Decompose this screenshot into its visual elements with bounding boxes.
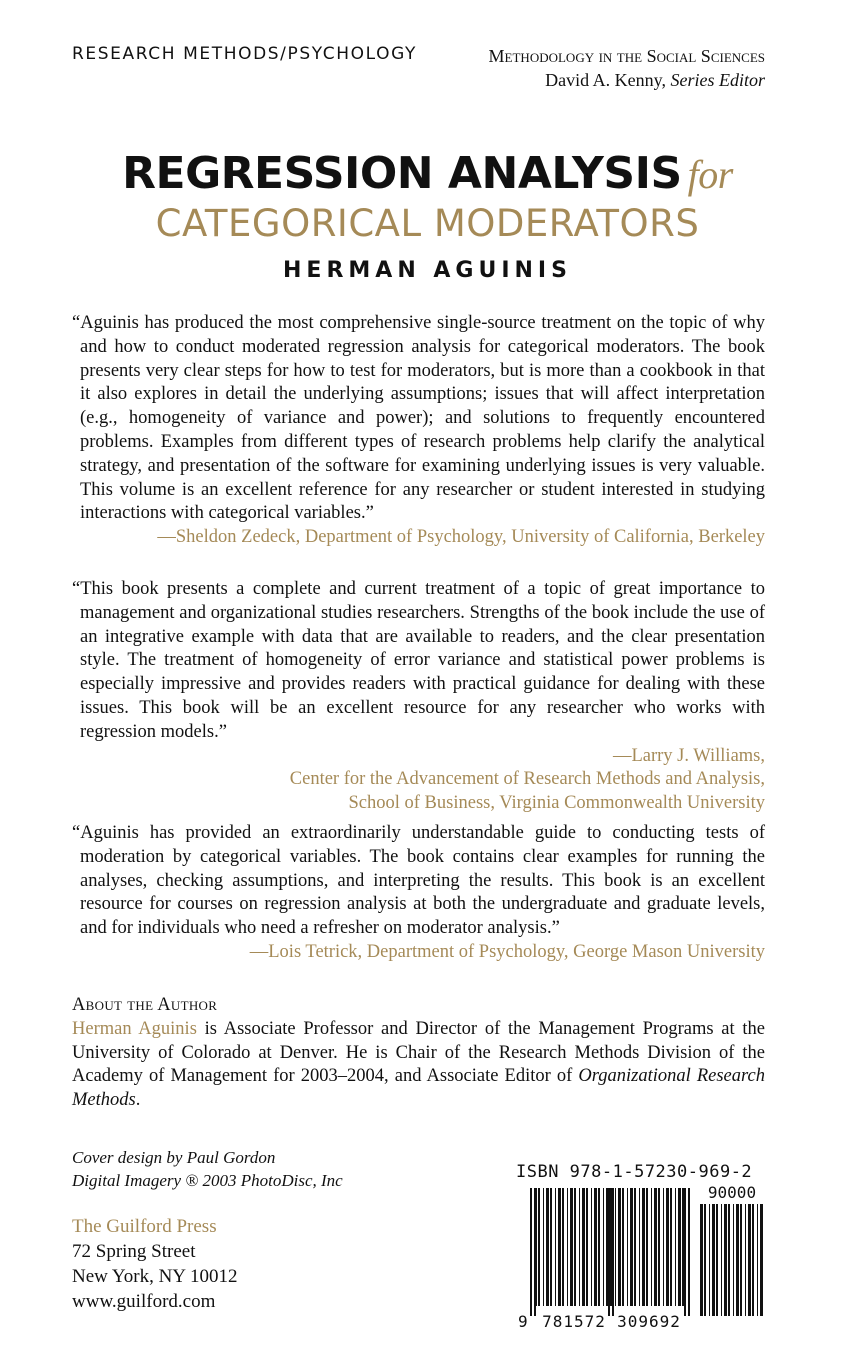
barcode-bar bbox=[654, 1188, 657, 1306]
barcode-bar bbox=[740, 1204, 742, 1316]
barcode-bar bbox=[582, 1188, 585, 1306]
publisher-city: New York, NY 10012 bbox=[72, 1266, 238, 1287]
series-editor-name: David A. Kenny, bbox=[545, 70, 666, 90]
about-author bbox=[72, 994, 765, 1113]
barcode-bar bbox=[630, 1188, 633, 1306]
quote-attribution: School of Business, Virginia Commonwealth University bbox=[348, 793, 765, 814]
series-info bbox=[489, 44, 765, 92]
about-heading: About the Author bbox=[72, 995, 218, 1015]
quote-text: “This book presents a complete and current treatment of a topic of great importance to management and organizational studies researchers. Strengths of the book include the use of an integrative example with data that are available to readers, and the clear presentation style. The treatment of homogeneity of error variance and statistical power problems is especially impressive and provides readers with practical guidance for dealing with these issues. This book will be an excellent resource for any researcher who works with regression models.” bbox=[72, 579, 765, 742]
barcode-bar bbox=[760, 1204, 763, 1316]
ean-first-digit: 9 bbox=[518, 1312, 528, 1331]
journal-title: Organizational Research Methods bbox=[72, 1066, 765, 1111]
barcode-bars-addon bbox=[700, 1204, 763, 1316]
barcode-bar bbox=[555, 1188, 556, 1306]
barcode-bar bbox=[748, 1204, 751, 1316]
barcode-bar bbox=[724, 1204, 727, 1316]
quote-attribution: —Sheldon Zedeck, Department of Psychology, University of California, Berkeley bbox=[157, 527, 765, 548]
barcode-bar bbox=[586, 1188, 588, 1306]
barcode-bar bbox=[733, 1204, 734, 1316]
series-editor bbox=[489, 68, 765, 92]
barcode-bar bbox=[594, 1188, 597, 1306]
endorsement-quote bbox=[72, 312, 765, 550]
barcode-bar bbox=[658, 1188, 660, 1306]
publisher-name: The Guilford Press bbox=[72, 1216, 217, 1237]
barcode-bar bbox=[615, 1188, 616, 1306]
barcode-bar bbox=[570, 1188, 573, 1306]
barcode-bar bbox=[598, 1188, 600, 1306]
ean-right-digits: 309692 bbox=[617, 1312, 681, 1331]
series-name: Methodology in the Social Sciences bbox=[488, 46, 765, 66]
barcode-bar bbox=[610, 1188, 612, 1306]
endorsement-quote bbox=[72, 822, 765, 965]
barcode-bar bbox=[562, 1188, 564, 1306]
barcode-bar bbox=[543, 1188, 544, 1306]
endorsement-quote bbox=[72, 578, 765, 816]
barcode-guard-bar bbox=[684, 1188, 686, 1316]
barcode-bar bbox=[646, 1188, 648, 1306]
book-title-line1 bbox=[0, 148, 855, 199]
barcode-bar bbox=[704, 1204, 706, 1316]
barcode-bar bbox=[745, 1204, 746, 1316]
barcode-bar bbox=[752, 1204, 754, 1316]
cover-credits bbox=[72, 1146, 343, 1192]
imagery-credit: Digital Imagery ® 2003 PhotoDisc, Inc bbox=[72, 1171, 343, 1190]
quote-text: “Aguinis has provided an extraordinarily understandable guide to conducting tests of moderation by categorical variables. The book contains clear examples for running the analyses, checking assumptions, and interpreting the results. This book is an excellent resource for courses on regression analysis at both the undergraduate and graduate levels, and for individuals who need a refresher on moderator analysis.” bbox=[72, 823, 765, 939]
barcode-bar bbox=[716, 1204, 718, 1316]
quote-text: “Aguinis has produced the most comprehensive single-source treatment on the topic of why and how to conduct moderated regression analysis for categorical moderators. The book presents very clear steps for how to test for moderators, but is more than a cookbook in that it also explores in detail the underlying assumptions; issues that will affect interpretation (e.g., homogeneity of variance and power); and solutions to frequently encountered problems. Examples from different types of research problems help clarify the analytical strategy, and presentation of the software for examining underlying issues is very valuable. This volume is an excellent reference for any researcher or student interested in studying interactions with categorical variables.” bbox=[72, 313, 765, 524]
barcode-bar bbox=[634, 1188, 636, 1306]
barcode-bar bbox=[546, 1188, 549, 1306]
barcode-bar bbox=[627, 1188, 628, 1306]
publisher-web: www.guilford.com bbox=[72, 1291, 216, 1312]
book-title-line2: CATEGORICAL MODERATORS bbox=[155, 202, 700, 245]
barcode-guard-bar bbox=[612, 1188, 614, 1316]
cover-design-credit: Cover design by Paul Gordon bbox=[72, 1148, 276, 1167]
isbn-text: ISBN 978-1-57230-969-2 bbox=[516, 1162, 753, 1182]
barcode-bar bbox=[712, 1204, 715, 1316]
barcode-bar bbox=[736, 1204, 739, 1316]
barcode-bar bbox=[538, 1188, 540, 1306]
barcode-bar bbox=[639, 1188, 640, 1306]
barcode-bar bbox=[678, 1188, 681, 1306]
quote-attribution: —Larry J. Williams, bbox=[612, 745, 765, 766]
quote-attribution: Center for the Advancement of Research Methods and Analysis, bbox=[289, 769, 765, 790]
barcode-graphic bbox=[516, 1184, 766, 1334]
title-connector: for bbox=[687, 152, 733, 197]
barcode-bar bbox=[622, 1188, 624, 1306]
barcode-bar bbox=[558, 1188, 561, 1306]
barcode-bar bbox=[567, 1188, 568, 1306]
barcode-bars-main bbox=[530, 1188, 690, 1316]
ean-left-digits: 781572 bbox=[542, 1312, 606, 1331]
barcode-bar bbox=[663, 1188, 664, 1306]
barcode-bar bbox=[728, 1204, 730, 1316]
barcode-bar bbox=[675, 1188, 676, 1306]
barcode-guard-bar bbox=[534, 1188, 536, 1316]
barcode-bar bbox=[666, 1188, 669, 1306]
barcode-bar bbox=[670, 1188, 672, 1306]
barcode-guard-bar bbox=[608, 1188, 610, 1316]
isbn-barcode bbox=[516, 1162, 766, 1334]
barcode-bar bbox=[574, 1188, 576, 1306]
barcode-bar bbox=[757, 1204, 758, 1316]
barcode-bar bbox=[682, 1188, 684, 1306]
bio-end: . bbox=[135, 1090, 141, 1111]
book-author: HERMAN AGUINIS bbox=[283, 258, 572, 283]
about-bio bbox=[72, 1018, 765, 1113]
category-label: RESEARCH METHODS/PSYCHOLOGY bbox=[72, 44, 417, 64]
price-code: 90000 bbox=[707, 1184, 757, 1202]
bio-text: is Associate Professor and Director of the Management Programs at the University of Colorado at Denver. He is Chair of the Research Methods Division of the Academy of Management for 2003–2004, and Associate Editor of bbox=[72, 1018, 765, 1087]
barcode-bar bbox=[651, 1188, 652, 1306]
barcode-bar bbox=[603, 1188, 604, 1306]
publisher-street: 72 Spring Street bbox=[72, 1241, 196, 1262]
barcode-bar bbox=[591, 1188, 592, 1306]
barcode-bar bbox=[642, 1188, 645, 1306]
quote-attribution: —Lois Tetrick, Department of Psychology, George Mason University bbox=[249, 941, 765, 962]
barcode-guard-bar bbox=[530, 1188, 532, 1316]
barcode-bar bbox=[579, 1188, 580, 1306]
barcode-guard-bar bbox=[688, 1188, 690, 1316]
barcode-bar bbox=[709, 1204, 710, 1316]
author-name: Herman Aguinis bbox=[72, 1018, 197, 1039]
barcode-bar bbox=[700, 1204, 703, 1316]
barcode-bar bbox=[618, 1188, 621, 1306]
barcode-bar bbox=[550, 1188, 552, 1306]
title-main: REGRESSION ANALYSIS bbox=[122, 148, 682, 199]
barcode-bar bbox=[721, 1204, 722, 1316]
publisher-info bbox=[72, 1214, 238, 1314]
series-editor-role-text: Series Editor bbox=[670, 70, 765, 90]
